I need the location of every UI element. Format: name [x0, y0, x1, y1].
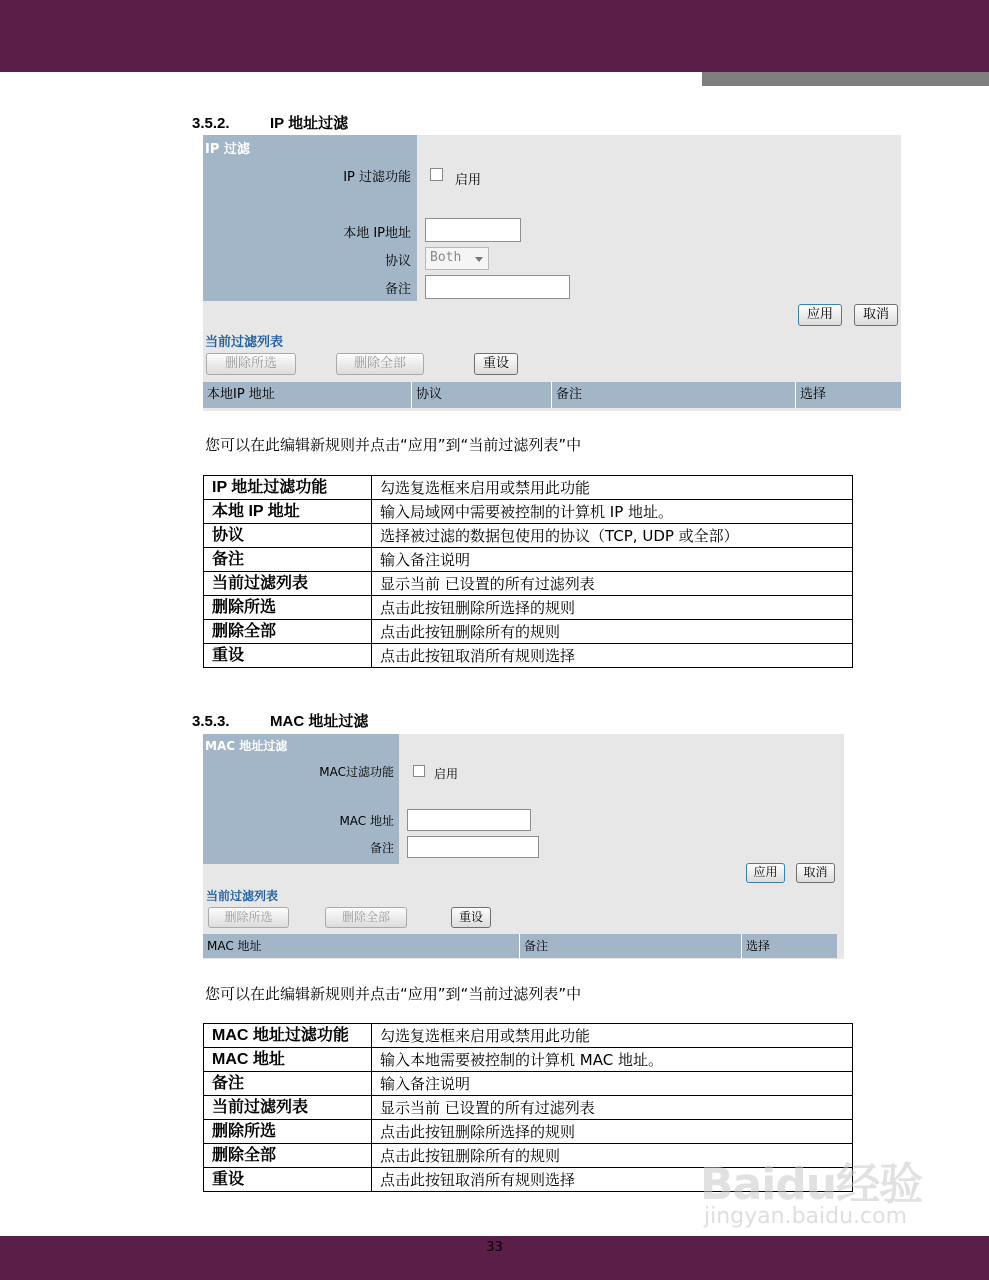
description-cell: 点击此按钮删除所选择的规则 [372, 596, 853, 620]
protocol-label: 协议 [384, 254, 411, 269]
description-cell: 点击此按钮删除所有的规则 [372, 620, 853, 644]
protocol-value: Both [430, 250, 462, 265]
term-cell: 删除全部 [204, 620, 372, 644]
column-header: 备注 [552, 382, 796, 408]
delete-all-button[interactable]: 删除全部 [325, 907, 407, 928]
term-cell: 删除所选 [204, 1120, 372, 1144]
header-band [0, 0, 989, 72]
column-header: 选择 [746, 939, 771, 953]
term-cell: 重设 [204, 644, 372, 668]
column-header: MAC 地址 [203, 934, 520, 958]
delete-selected-button[interactable]: 删除所选 [208, 907, 289, 928]
ip-filter-description-table [203, 475, 853, 668]
header-stripe [0, 72, 989, 86]
baidu-watermark [700, 1140, 940, 1236]
local-ip-label: 本地 IP地址 [343, 226, 411, 241]
term-cell: IP 地址过滤功能 [204, 476, 372, 500]
delete-selected-button[interactable]: 删除所选 [206, 353, 296, 375]
current-list-title: 当前过滤列表 [206, 889, 279, 903]
panel-title: MAC 地址过滤 [205, 739, 288, 753]
description-cell: 点击此按钮删除所选择的规则 [372, 1120, 853, 1144]
ip-filter-panel [203, 135, 901, 411]
watermark-url: jingyan.baidu.com [704, 1204, 908, 1229]
reset-button[interactable]: 重设 [451, 907, 491, 928]
description-cell: 勾选复选框来启用或禁用此功能 [372, 476, 853, 500]
description-cell: 显示当前 已设置的所有过滤列表 [372, 1096, 853, 1120]
term-cell: MAC 地址过滤功能 [204, 1024, 372, 1048]
enable-label: 启用 [434, 767, 459, 781]
section-heading-mac-filter [192, 710, 368, 731]
term-cell: 当前过滤列表 [204, 1096, 372, 1120]
enable-checkbox[interactable] [430, 168, 443, 181]
filter-function-label: MAC过滤功能 [319, 765, 394, 779]
cancel-button[interactable]: 取消 [796, 863, 835, 883]
table-row [204, 1048, 853, 1072]
table-row [204, 1024, 853, 1048]
description-cell: 输入备注说明 [372, 1072, 853, 1096]
description-cell: 点击此按钮删除所有的规则 [372, 1144, 853, 1168]
note-label: 备注 [369, 841, 394, 855]
section-title: IP 地址过滤 [270, 115, 349, 132]
description-cell: 点击此按钮取消所有规则选择 [372, 1168, 853, 1192]
table-row [204, 500, 853, 524]
term-cell: 备注 [204, 1072, 372, 1096]
term-cell: 当前过滤列表 [204, 572, 372, 596]
section-title: MAC 地址过滤 [270, 713, 369, 730]
local-ip-input[interactable] [425, 218, 521, 242]
panel-label-column [203, 135, 417, 301]
table-row [204, 644, 853, 668]
section-number: 3.5.3. [192, 713, 230, 730]
column-header: 协议 [412, 382, 552, 408]
intro-text: 您可以在此编辑新规则并点击“应用”到“当前过滤列表”中 [205, 436, 582, 454]
term-cell: 协议 [204, 524, 372, 548]
table-row [204, 524, 853, 548]
description-cell: 输入本地需要被控制的计算机 MAC 地址。 [372, 1048, 853, 1072]
filter-function-label: IP 过滤功能 [343, 170, 411, 185]
filter-list-header [203, 934, 837, 958]
table-row [204, 596, 853, 620]
table-row [204, 1072, 853, 1096]
column-header: 本地IP 地址 [203, 382, 412, 408]
note-input[interactable] [425, 275, 570, 299]
term-cell: 删除所选 [204, 596, 372, 620]
term-cell: 删除全部 [204, 1144, 372, 1168]
term-cell: 本地 IP 地址 [204, 500, 372, 524]
apply-button[interactable]: 应用 [798, 304, 842, 326]
mac-filter-panel [203, 734, 844, 959]
mac-address-label: MAC 地址 [339, 814, 394, 828]
table-row [204, 572, 853, 596]
term-cell: 备注 [204, 548, 372, 572]
apply-button[interactable]: 应用 [746, 863, 785, 883]
description-cell: 输入局域网中需要被控制的计算机 IP 地址。 [372, 500, 853, 524]
protocol-select[interactable] [425, 247, 489, 270]
intro-text: 您可以在此编辑新规则并点击“应用”到“当前过滤列表”中 [205, 985, 582, 1003]
table-row [204, 548, 853, 572]
enable-checkbox[interactable] [413, 765, 425, 777]
description-cell: 勾选复选框来启用或禁用此功能 [372, 1024, 853, 1048]
note-label: 备注 [384, 282, 411, 297]
column-header: 选择 [800, 387, 827, 402]
mac-address-input[interactable] [407, 809, 531, 831]
page-number: 33 [486, 1240, 503, 1255]
header-stripe-accent [702, 72, 989, 86]
term-cell: 重设 [204, 1168, 372, 1192]
table-row [204, 620, 853, 644]
delete-all-button[interactable]: 删除全部 [336, 353, 424, 375]
term-cell: MAC 地址 [204, 1048, 372, 1072]
column-header: 备注 [520, 934, 742, 958]
chevron-down-icon [475, 257, 483, 262]
reset-button[interactable]: 重设 [474, 353, 518, 375]
watermark-brand: Baidu经验 [700, 1159, 923, 1210]
table-row [204, 476, 853, 500]
panel-title: IP 过滤 [205, 142, 250, 157]
current-list-title: 当前过滤列表 [205, 335, 284, 350]
table-row [204, 1096, 853, 1120]
description-cell: 输入备注说明 [372, 548, 853, 572]
description-cell: 显示当前 已设置的所有过滤列表 [372, 572, 853, 596]
section-number: 3.5.2. [192, 115, 230, 132]
note-input[interactable] [407, 836, 539, 858]
description-cell: 选择被过滤的数据包使用的协议（TCP, UDP 或全部） [372, 524, 853, 548]
enable-label: 启用 [455, 173, 482, 188]
description-cell: 点击此按钮取消所有规则选择 [372, 644, 853, 668]
filter-list-header [203, 382, 901, 408]
section-heading-ip-filter [192, 112, 348, 133]
cancel-button[interactable]: 取消 [854, 304, 898, 326]
